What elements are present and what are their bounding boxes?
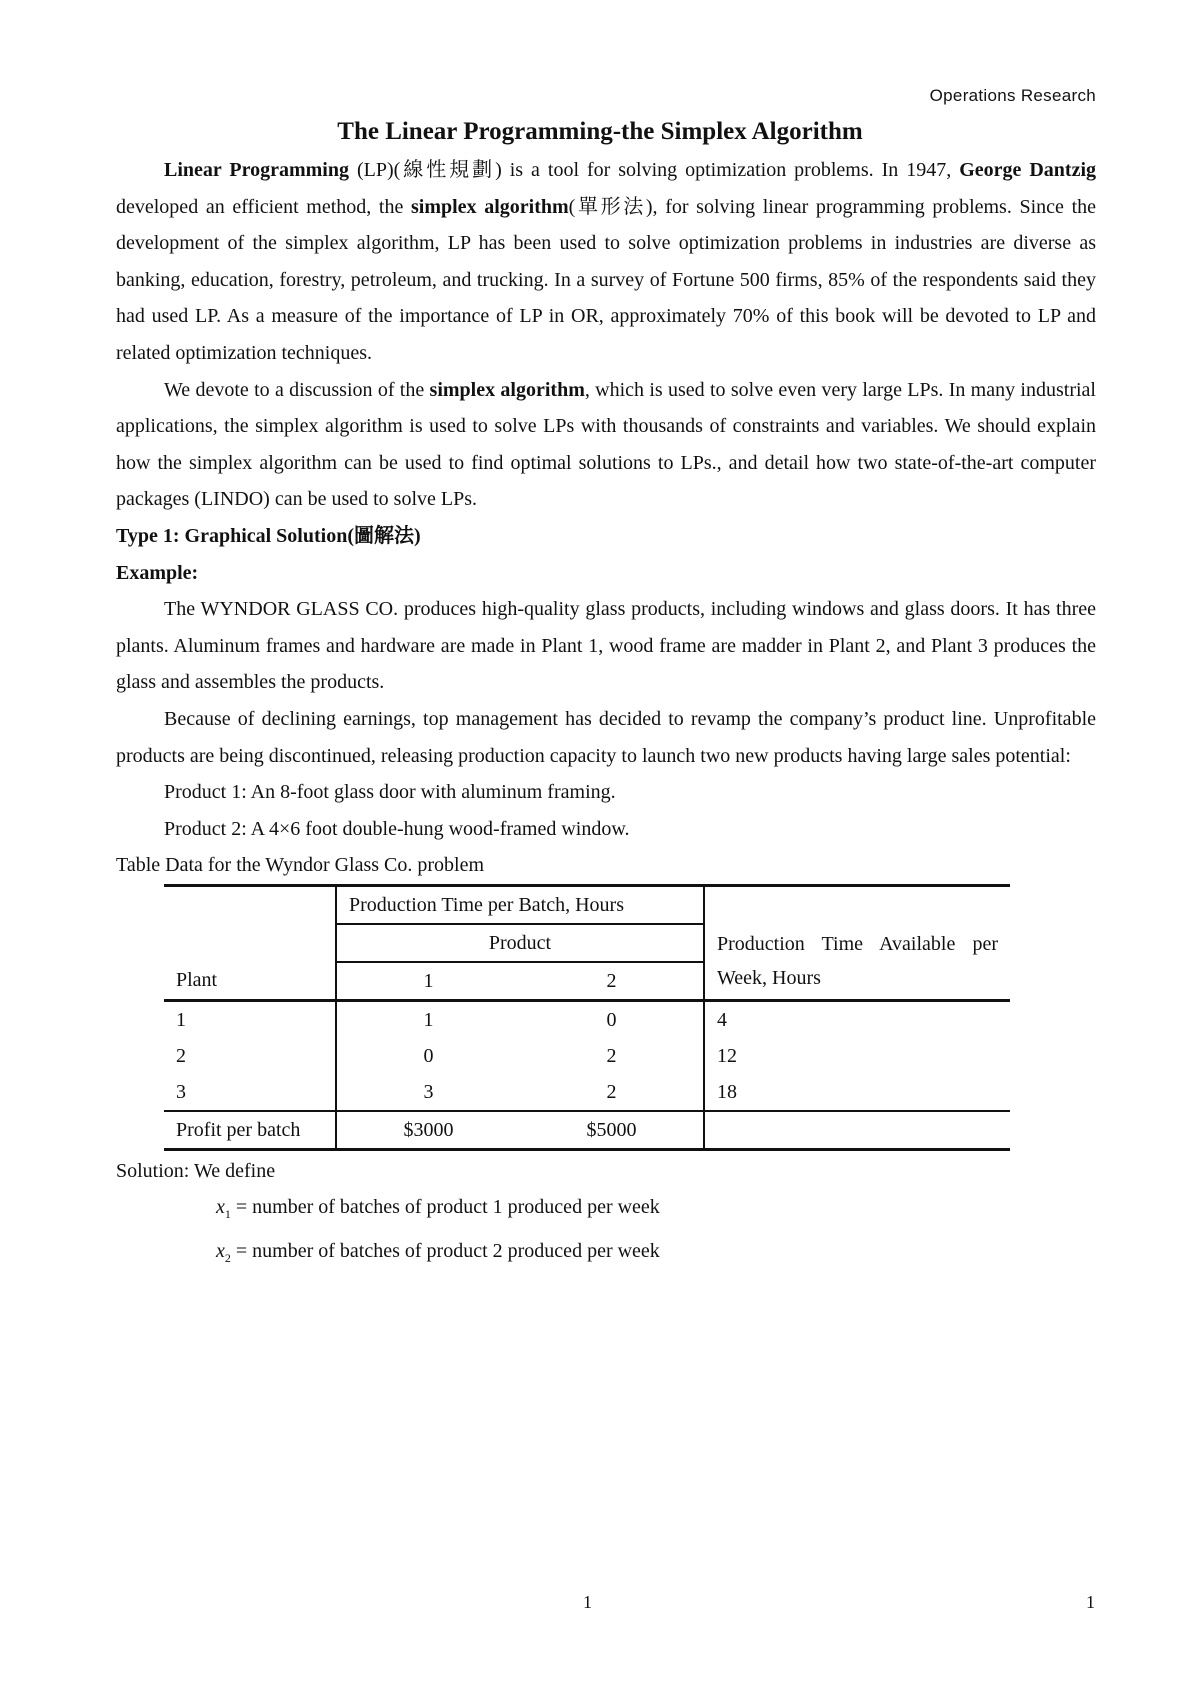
paragraph-earnings: Because of declining earnings, top management has decided to revamp the company’s product line. Unprofitable products are being discontinued, releasing production capacity to launch two new products having large sales potential:	[116, 707, 1096, 767]
header-product-1: 1	[423, 969, 434, 992]
table-caption: Table Data for the Wyndor Glass Co. problem	[116, 854, 485, 877]
term-linear-programming: Linear Programming	[164, 159, 349, 181]
header-available: Production Time Available per Week, Hours	[704, 885, 1010, 1000]
header-product-2: 2	[520, 962, 704, 1001]
page-number-right: 1	[1086, 1592, 1095, 1612]
term-simplex: simplex algorithm	[411, 195, 569, 218]
running-header: Operations Research	[929, 86, 1096, 105]
profit-row: Profit per batch $3000 $5000	[164, 1111, 1010, 1150]
page-number-center: 1	[583, 1592, 592, 1612]
empty-header-cell	[164, 885, 336, 924]
term-simplex-2: simplex algorithm	[429, 378, 585, 401]
table-row: 2 0 2 12	[164, 1038, 1010, 1074]
header-production-time: Production Time per Batch, Hours	[336, 885, 704, 924]
product-1-line: Product 1: An 8-foot glass door with aluminum framing.	[164, 781, 616, 804]
table-row: 1 1 0 4	[164, 1000, 1010, 1038]
header-plant: Plant	[164, 962, 336, 1001]
paragraph-simplex: We devote to a discussion of the simplex algorithm, which is used to solve even very large LPs. In many industrial applications, the simplex algorithm is used to solve LPs with thousands of constraints and variables. We should explain how the simplex algorithm can be used to find optimal solutions to LPs., and detail how two state-of-the-art computer packages (LINDO) can be used to solve LPs.	[116, 378, 1096, 511]
definition-x1: $x_1$ = number of batches of product 1 produced per week	[216, 1196, 660, 1222]
solution-intro: Solution: We define	[116, 1159, 276, 1182]
empty-header-cell-2	[164, 924, 336, 962]
section-heading-type1: Type 1: Graphical Solution(圖解法)	[116, 524, 421, 547]
example-heading: Example:	[116, 561, 199, 584]
body-text	[116, 152, 1096, 1277]
page-title: The Linear Programming-the Simplex Algorithm	[337, 118, 863, 145]
header-product: Product	[336, 924, 704, 962]
person-dantzig: George Dantzig	[959, 159, 1097, 181]
paragraph-intro: Linear Programming (LP)(線性規劃) is a tool for solving optimization problems. In 1947, George Dantzig developed an efficient method, the simplex algorithm(單形法), for solving linear programming problems. Since the development of the simplex algorithm, LP has been used to solve optimization problems in industries are diverse as banking, education, forestry, petroleum, and trucking. In a survey of Fortune 500 firms, 85% of the respondents said they had used LP. As a measure of the importance of LP in OR, approximately 70% of this book will be devoted to LP and related optimization techniques.	[116, 159, 1097, 364]
definition-x2: $x_2$ = number of batches of product 2 produced per week	[216, 1240, 660, 1266]
product-2-line: Product 2: A 4×6 foot double-hung wood-framed window.	[164, 817, 630, 840]
paragraph-wyndor: The WYNDOR GLASS CO. produces high-quality glass products, including windows and glass doors. It has three plants. Aluminum frames and hardware are made in Plant 1, wood frame are madder in Plant 2, and Plant 3 produces the glass and assembles the products.	[116, 598, 1096, 694]
wyndor-data-table	[164, 884, 1010, 1151]
table-row: 3 3 2 18	[164, 1074, 1010, 1111]
